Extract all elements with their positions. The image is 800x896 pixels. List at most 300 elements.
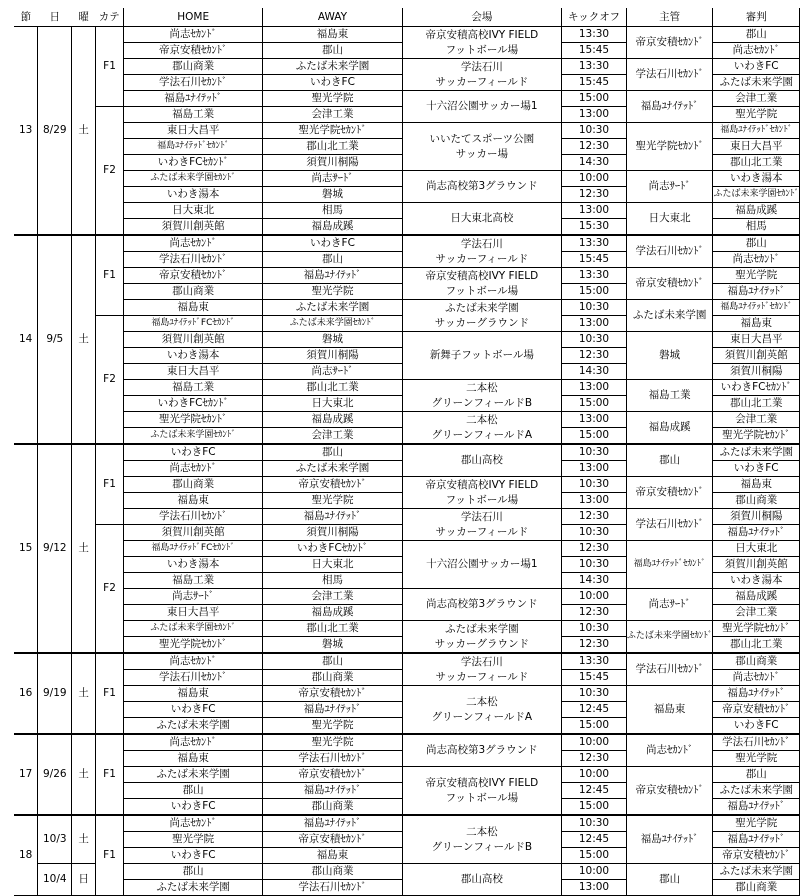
kickoff-cell: 12:30: [562, 348, 627, 364]
home-cell: 福島工業: [123, 573, 262, 589]
away-cell: 日大東北: [263, 557, 402, 573]
host-cell: 学法石川ｾｶﾝﾄﾞ: [626, 59, 713, 91]
referee-cell: 須賀川創英館: [713, 348, 800, 364]
kickoff-cell: 13:30: [562, 59, 627, 75]
home-cell: いわきFC: [123, 848, 262, 864]
referee-cell: 福島ﾕﾅｲﾃｯﾄﾞ: [713, 799, 800, 816]
table-row: [14, 268, 800, 284]
date-cell: 9/19: [38, 653, 72, 734]
venue-cell: 帝京安積高校IVY FIELD フットボール場: [402, 767, 561, 816]
away-cell: 磐城: [263, 187, 402, 203]
day-cell: 土: [72, 653, 96, 734]
away-cell: いわきFCｾｶﾝﾄﾞ: [263, 541, 402, 557]
away-cell: 聖光学院ｾｶﾝﾄﾞ: [263, 123, 402, 139]
date-cell: 9/26: [38, 734, 72, 815]
away-cell: 郡山: [263, 43, 402, 59]
kickoff-cell: 10:30: [562, 525, 627, 541]
kickoff-cell: 15:00: [562, 396, 627, 412]
table-row: [14, 380, 800, 396]
table-row: [14, 589, 800, 605]
host-cell: 福島ﾕﾅｲﾃｯﾄﾞ: [626, 91, 713, 123]
schedule-body: [14, 27, 800, 896]
day-cell: 土: [72, 734, 96, 815]
kickoff-cell: 13:30: [562, 653, 627, 670]
referee-cell: 福島成蹊: [713, 203, 800, 219]
kickoff-cell: 10:30: [562, 815, 627, 832]
home-cell: いわき湯本: [123, 187, 262, 203]
referee-cell: 日大東北: [713, 541, 800, 557]
table-row: [14, 27, 800, 43]
venue-cell: 日大東北高校: [402, 203, 561, 236]
kickoff-cell: 13:00: [562, 880, 627, 896]
table-row: [14, 477, 800, 493]
kickoff-cell: 12:30: [562, 637, 627, 654]
referee-cell: いわきFC: [713, 59, 800, 75]
host-cell: 帝京安積ｾｶﾝﾄﾞ: [626, 27, 713, 59]
category-cell: F2: [96, 525, 124, 654]
referee-cell: 会津工業: [713, 91, 800, 107]
referee-cell: 福島ﾕﾅｲﾃｯﾄﾞ: [713, 832, 800, 848]
venue-cell: 帝京安積高校IVY FIELD フットボール場: [402, 27, 561, 59]
host-cell: ふたば未来学園ｾｶﾝﾄﾞ: [626, 621, 713, 654]
schedule-table-wrap: [14, 8, 800, 896]
kickoff-cell: 12:30: [562, 187, 627, 203]
host-cell: 帝京安積ｾｶﾝﾄﾞ: [626, 477, 713, 509]
home-cell: 福島工業: [123, 107, 262, 123]
away-cell: 郡山北工業: [263, 621, 402, 637]
away-cell: 須賀川桐陽: [263, 348, 402, 364]
kickoff-cell: 10:00: [562, 767, 627, 783]
kickoff-cell: 15:00: [562, 91, 627, 107]
venue-cell: ふたば未来学園 サッカーグラウンド: [402, 300, 561, 332]
host-cell: ふたば未来学園: [626, 300, 713, 332]
away-cell: 帝京安積ｾｶﾝﾄﾞ: [263, 477, 402, 493]
table-row: [14, 235, 800, 252]
home-cell: 福島東: [123, 751, 262, 767]
away-cell: 相馬: [263, 203, 402, 219]
referee-cell: 郡山商業: [713, 880, 800, 896]
home-cell: いわきFC: [123, 702, 262, 718]
venue-cell: 尚志高校第3グラウンド: [402, 171, 561, 203]
col-header-category: カテ: [96, 8, 124, 27]
away-cell: 福島ﾕﾅｲﾃｯﾄﾞ: [263, 815, 402, 832]
home-cell: 聖光学院ｾｶﾝﾄﾞ: [123, 637, 262, 654]
host-cell: 帝京安積ｾｶﾝﾄﾞ: [626, 268, 713, 300]
home-cell: いわきFC: [123, 799, 262, 816]
section-cell: 16: [14, 653, 38, 734]
venue-cell: 新舞子フットボール場: [402, 332, 561, 380]
host-cell: 聖光学院ｾｶﾝﾄﾞ: [626, 123, 713, 171]
referee-cell: 郡山北工業: [713, 155, 800, 171]
venue-cell: 十六沼公園サッカー場1: [402, 541, 561, 589]
home-cell: 尚志ｾｶﾝﾄﾞ: [123, 235, 262, 252]
referee-cell: ふたば未来学園: [713, 75, 800, 91]
referee-cell: 聖光学院: [713, 751, 800, 767]
kickoff-cell: 15:00: [562, 718, 627, 735]
host-cell: 福島東: [626, 686, 713, 735]
host-cell: 帝京安積ｾｶﾝﾄﾞ: [626, 767, 713, 816]
away-cell: ふたば未来学園: [263, 461, 402, 477]
referee-cell: 福島ﾕﾅｲﾃｯﾄﾞ: [713, 284, 800, 300]
away-cell: 聖光学院: [263, 718, 402, 735]
referee-cell: 聖光学院: [713, 268, 800, 284]
host-cell: 福島ﾕﾅｲﾃｯﾄﾞ: [626, 815, 713, 864]
venue-cell: いいたてスポーツ公園 サッカー場: [402, 123, 561, 171]
table-row: [14, 686, 800, 702]
away-cell: 郡山商業: [263, 670, 402, 686]
away-cell: 郡山: [263, 252, 402, 268]
home-cell: 福島東: [123, 300, 262, 316]
venue-cell: 尚志高校第3グラウンド: [402, 589, 561, 621]
venue-cell: 学法石川 サッカーフィールド: [402, 509, 561, 541]
home-cell: 聖光学院ｾｶﾝﾄﾞ: [123, 412, 262, 428]
home-cell: 学法石川ｾｶﾝﾄﾞ: [123, 252, 262, 268]
home-cell: 帝京安積ｾｶﾝﾄﾞ: [123, 268, 262, 284]
col-header-section: 節: [14, 8, 38, 27]
away-cell: 福島ﾕﾅｲﾃｯﾄﾞ: [263, 509, 402, 525]
referee-cell: 尚志ｾｶﾝﾄﾞ: [713, 43, 800, 59]
day-cell: 土: [72, 235, 96, 444]
col-header-referee: 審判: [713, 8, 800, 27]
home-cell: 帝京安積ｾｶﾝﾄﾞ: [123, 43, 262, 59]
table-row: [14, 332, 800, 348]
kickoff-cell: 10:30: [562, 123, 627, 139]
home-cell: ふたば未来学園ｾｶﾝﾄﾞ: [123, 621, 262, 637]
venue-cell: 学法石川 サッカーフィールド: [402, 235, 561, 268]
host-cell: 尚志ｻｰﾄﾞ: [626, 589, 713, 621]
away-cell: 聖光学院: [263, 734, 402, 751]
referee-cell: 福島東: [713, 477, 800, 493]
away-cell: 磐城: [263, 332, 402, 348]
referee-cell: 郡山: [713, 767, 800, 783]
referee-cell: 須賀川創英館: [713, 557, 800, 573]
host-cell: 学法石川ｾｶﾝﾄﾞ: [626, 509, 713, 541]
away-cell: 尚志ｻｰﾄﾞ: [263, 171, 402, 187]
day-cell: 土: [72, 444, 96, 653]
table-row: [14, 815, 800, 832]
day-cell: 日: [72, 864, 96, 896]
kickoff-cell: 13:00: [562, 107, 627, 123]
table-row: [14, 171, 800, 187]
away-cell: 帝京安積ｾｶﾝﾄﾞ: [263, 686, 402, 702]
away-cell: ふたば未来学園: [263, 300, 402, 316]
home-cell: 尚志ｾｶﾝﾄﾞ: [123, 815, 262, 832]
home-cell: 学法石川ｾｶﾝﾄﾞ: [123, 75, 262, 91]
away-cell: 福島成蹊: [263, 219, 402, 236]
col-header-day: 曜: [72, 8, 96, 27]
kickoff-cell: 10:30: [562, 477, 627, 493]
table-row: [14, 91, 800, 107]
date-cell: 8/29: [38, 27, 72, 236]
kickoff-cell: 10:30: [562, 686, 627, 702]
home-cell: 東日大昌平: [123, 123, 262, 139]
kickoff-cell: 10:30: [562, 557, 627, 573]
home-cell: 福島ﾕﾅｲﾃｯﾄﾞFCｾｶﾝﾄﾞ: [123, 541, 262, 557]
kickoff-cell: 12:30: [562, 605, 627, 621]
host-cell: 尚志ｾｶﾝﾄﾞ: [626, 734, 713, 767]
referee-cell: 会津工業: [713, 605, 800, 621]
table-row: [14, 734, 800, 751]
category-cell: F1: [96, 653, 124, 734]
kickoff-cell: 15:30: [562, 219, 627, 236]
home-cell: 東日大昌平: [123, 605, 262, 621]
home-cell: 須賀川創英館: [123, 332, 262, 348]
referee-cell: 学法石川ｾｶﾝﾄﾞ: [713, 734, 800, 751]
referee-cell: 東日大昌平: [713, 139, 800, 155]
venue-cell: 十六沼公園サッカー場1: [402, 91, 561, 123]
venue-cell: ふたば未来学園 サッカーグラウンド: [402, 621, 561, 654]
category-cell: F2: [96, 316, 124, 445]
venue-cell: 二本松 グリーンフィールドA: [402, 686, 561, 735]
referee-cell: いわき湯本: [713, 171, 800, 187]
venue-cell: 帝京安積高校IVY FIELD フットボール場: [402, 477, 561, 509]
kickoff-cell: 12:30: [562, 541, 627, 557]
away-cell: 須賀川桐陽: [263, 525, 402, 541]
category-cell: F2: [96, 107, 124, 236]
away-cell: 日大東北: [263, 396, 402, 412]
referee-cell: ふたば未来学園ｾｶﾝﾄﾞ: [713, 187, 800, 203]
away-cell: 福島成蹊: [263, 412, 402, 428]
away-cell: 会津工業: [263, 428, 402, 445]
referee-cell: 相馬: [713, 219, 800, 236]
host-cell: 学法石川ｾｶﾝﾄﾞ: [626, 235, 713, 268]
home-cell: いわきFCｾｶﾝﾄﾞ: [123, 396, 262, 412]
table-row: [14, 767, 800, 783]
table-row: [14, 653, 800, 670]
away-cell: 福島東: [263, 848, 402, 864]
section-cell: 13: [14, 27, 38, 236]
kickoff-cell: 15:00: [562, 799, 627, 816]
table-row: [14, 509, 800, 525]
home-cell: 東日大昌平: [123, 364, 262, 380]
section-cell: 17: [14, 734, 38, 815]
referee-cell: 聖光学院ｾｶﾝﾄﾞ: [713, 621, 800, 637]
referee-cell: 福島東: [713, 316, 800, 332]
kickoff-cell: 15:45: [562, 43, 627, 59]
home-cell: 郡山商業: [123, 284, 262, 300]
host-cell: 福島成蹊: [626, 412, 713, 445]
kickoff-cell: 15:45: [562, 670, 627, 686]
kickoff-cell: 13:00: [562, 203, 627, 219]
host-cell: 郡山: [626, 444, 713, 477]
away-cell: 郡山北工業: [263, 380, 402, 396]
venue-cell: 二本松 グリーンフィールドA: [402, 412, 561, 445]
away-cell: 聖光学院: [263, 284, 402, 300]
referee-cell: 聖光学院: [713, 107, 800, 123]
kickoff-cell: 15:00: [562, 428, 627, 445]
home-cell: 郡山商業: [123, 477, 262, 493]
home-cell: 尚志ｾｶﾝﾄﾞ: [123, 27, 262, 43]
date-cell: 9/12: [38, 444, 72, 653]
referee-cell: 帝京安積ｾｶﾝﾄﾞ: [713, 702, 800, 718]
home-cell: 尚志ｾｶﾝﾄﾞ: [123, 653, 262, 670]
referee-cell: 郡山北工業: [713, 637, 800, 654]
referee-cell: 帝京安積ｾｶﾝﾄﾞ: [713, 848, 800, 864]
category-cell: F1: [96, 27, 124, 107]
kickoff-cell: 13:30: [562, 235, 627, 252]
home-cell: 尚志ｾｶﾝﾄﾞ: [123, 734, 262, 751]
away-cell: 郡山商業: [263, 864, 402, 880]
away-cell: 相馬: [263, 573, 402, 589]
kickoff-cell: 15:00: [562, 284, 627, 300]
kickoff-cell: 12:45: [562, 832, 627, 848]
home-cell: いわきFC: [123, 444, 262, 461]
home-cell: 福島ﾕﾅｲﾃｯﾄﾞ: [123, 91, 262, 107]
host-cell: 磐城: [626, 332, 713, 380]
referee-cell: 須賀川桐陽: [713, 364, 800, 380]
away-cell: 福島ﾕﾅｲﾃｯﾄﾞ: [263, 702, 402, 718]
kickoff-cell: 14:30: [562, 364, 627, 380]
kickoff-cell: 10:30: [562, 332, 627, 348]
host-cell: 郡山: [626, 864, 713, 896]
away-cell: 会津工業: [263, 107, 402, 123]
section-cell: 18: [14, 815, 38, 896]
away-cell: 磐城: [263, 637, 402, 654]
kickoff-cell: 10:00: [562, 864, 627, 880]
venue-cell: 郡山高校: [402, 864, 561, 896]
venue-cell: 二本松 グリーンフィールドB: [402, 380, 561, 412]
host-cell: 福島ﾕﾅｲﾃｯﾄﾞｾｶﾝﾄﾞ: [626, 541, 713, 589]
referee-cell: 郡山商業: [713, 653, 800, 670]
kickoff-cell: 12:30: [562, 751, 627, 767]
home-cell: 聖光学院: [123, 832, 262, 848]
kickoff-cell: 10:30: [562, 300, 627, 316]
referee-cell: いわきFC: [713, 718, 800, 735]
kickoff-cell: 10:00: [562, 589, 627, 605]
referee-cell: 須賀川桐陽: [713, 509, 800, 525]
col-header-venue: 会場: [402, 8, 561, 27]
away-cell: 福島ﾕﾅｲﾃｯﾄﾞ: [263, 783, 402, 799]
home-cell: 須賀川創英館: [123, 525, 262, 541]
day-cell: 土: [72, 815, 96, 864]
category-cell: F1: [96, 235, 124, 316]
date-cell: 9/5: [38, 235, 72, 444]
home-cell: 尚志ｾｶﾝﾄﾞ: [123, 461, 262, 477]
away-cell: いわきFC: [263, 235, 402, 252]
kickoff-cell: 13:00: [562, 461, 627, 477]
venue-cell: 尚志高校第3グラウンド: [402, 734, 561, 767]
col-header-host: 主管: [626, 8, 713, 27]
home-cell: ふたば未来学園ｾｶﾝﾄﾞ: [123, 171, 262, 187]
kickoff-cell: 13:30: [562, 268, 627, 284]
referee-cell: 福島成蹊: [713, 589, 800, 605]
kickoff-cell: 15:00: [562, 848, 627, 864]
referee-cell: 福島ﾕﾅｲﾃｯﾄﾞ: [713, 686, 800, 702]
venue-cell: 郡山高校: [402, 444, 561, 477]
kickoff-cell: 12:45: [562, 783, 627, 799]
referee-cell: ふたば未来学園: [713, 783, 800, 799]
home-cell: 日大東北: [123, 203, 262, 219]
away-cell: 福島ﾕﾅｲﾃｯﾄﾞ: [263, 268, 402, 284]
referee-cell: 郡山: [713, 235, 800, 252]
away-cell: ふたば未来学園ｾｶﾝﾄﾞ: [263, 316, 402, 332]
home-cell: ふたば未来学園: [123, 767, 262, 783]
referee-cell: 郡山: [713, 27, 800, 43]
table-row: [14, 444, 800, 461]
referee-cell: 東日大昌平: [713, 332, 800, 348]
home-cell: 郡山: [123, 864, 262, 880]
away-cell: ふたば未来学園: [263, 59, 402, 75]
home-cell: 学法石川ｾｶﾝﾄﾞ: [123, 670, 262, 686]
kickoff-cell: 12:45: [562, 702, 627, 718]
referee-cell: 郡山北工業: [713, 396, 800, 412]
category-cell: F1: [96, 444, 124, 525]
away-cell: 帝京安積ｾｶﾝﾄﾞ: [263, 832, 402, 848]
kickoff-cell: 12:30: [562, 139, 627, 155]
home-cell: 郡山: [123, 783, 262, 799]
date-cell: 10/3: [38, 815, 72, 864]
kickoff-cell: 10:30: [562, 621, 627, 637]
table-row: [14, 412, 800, 428]
section-cell: 15: [14, 444, 38, 653]
kickoff-cell: 13:00: [562, 316, 627, 332]
referee-cell: いわきFC: [713, 461, 800, 477]
home-cell: 福島東: [123, 686, 262, 702]
home-cell: 須賀川創英館: [123, 219, 262, 236]
kickoff-cell: 15:45: [562, 75, 627, 91]
kickoff-cell: 13:00: [562, 380, 627, 396]
away-cell: 福島東: [263, 27, 402, 43]
referee-cell: 尚志ｾｶﾝﾄﾞ: [713, 670, 800, 686]
col-header-kickoff: キックオフ: [562, 8, 627, 27]
kickoff-cell: 10:00: [562, 171, 627, 187]
referee-cell: 会津工業: [713, 412, 800, 428]
home-cell: 尚志ｻｰﾄﾞ: [123, 589, 262, 605]
home-cell: いわき湯本: [123, 348, 262, 364]
home-cell: ふたば未来学園ｾｶﾝﾄﾞ: [123, 428, 262, 445]
host-cell: 尚志ｻｰﾄﾞ: [626, 171, 713, 203]
home-cell: 福島ﾕﾅｲﾃｯﾄﾞｾｶﾝﾄﾞ: [123, 139, 262, 155]
col-header-away: AWAY: [263, 8, 402, 27]
referee-cell: 尚志ｾｶﾝﾄﾞ: [713, 252, 800, 268]
kickoff-cell: 15:45: [562, 252, 627, 268]
table-row: [14, 621, 800, 637]
kickoff-cell: 14:30: [562, 155, 627, 171]
kickoff-cell: 10:00: [562, 734, 627, 751]
home-cell: いわきFCｾｶﾝﾄﾞ: [123, 155, 262, 171]
col-header-home: HOME: [123, 8, 262, 27]
section-cell: 14: [14, 235, 38, 444]
referee-cell: 福島ﾕﾅｲﾃｯﾄﾞ: [713, 525, 800, 541]
venue-cell: 学法石川 サッカーフィールド: [402, 653, 561, 686]
home-cell: ふたば未来学園: [123, 718, 262, 735]
away-cell: 尚志ｻｰﾄﾞ: [263, 364, 402, 380]
away-cell: いわきFC: [263, 75, 402, 91]
home-cell: 福島東: [123, 493, 262, 509]
table-row: [14, 300, 800, 316]
referee-cell: ふたば未来学園: [713, 864, 800, 880]
away-cell: 郡山商業: [263, 799, 402, 816]
venue-cell: 学法石川 サッカーフィールド: [402, 59, 561, 91]
venue-cell: 二本松 グリーンフィールドB: [402, 815, 561, 864]
referee-cell: 聖光学院: [713, 815, 800, 832]
host-cell: 日大東北: [626, 203, 713, 236]
table-row: [14, 123, 800, 139]
home-cell: いわき湯本: [123, 557, 262, 573]
table-row: [14, 864, 800, 880]
col-header-date: 日: [38, 8, 72, 27]
schedule-table: [14, 8, 800, 896]
away-cell: 須賀川桐陽: [263, 155, 402, 171]
kickoff-cell: 10:30: [562, 444, 627, 461]
away-cell: 郡山: [263, 444, 402, 461]
header-row: [14, 8, 800, 27]
table-row: [14, 541, 800, 557]
table-row: [14, 203, 800, 219]
referee-cell: いわきFCｾｶﾝﾄﾞ: [713, 380, 800, 396]
date-cell: 10/4: [38, 864, 72, 896]
host-cell: 福島工業: [626, 380, 713, 412]
